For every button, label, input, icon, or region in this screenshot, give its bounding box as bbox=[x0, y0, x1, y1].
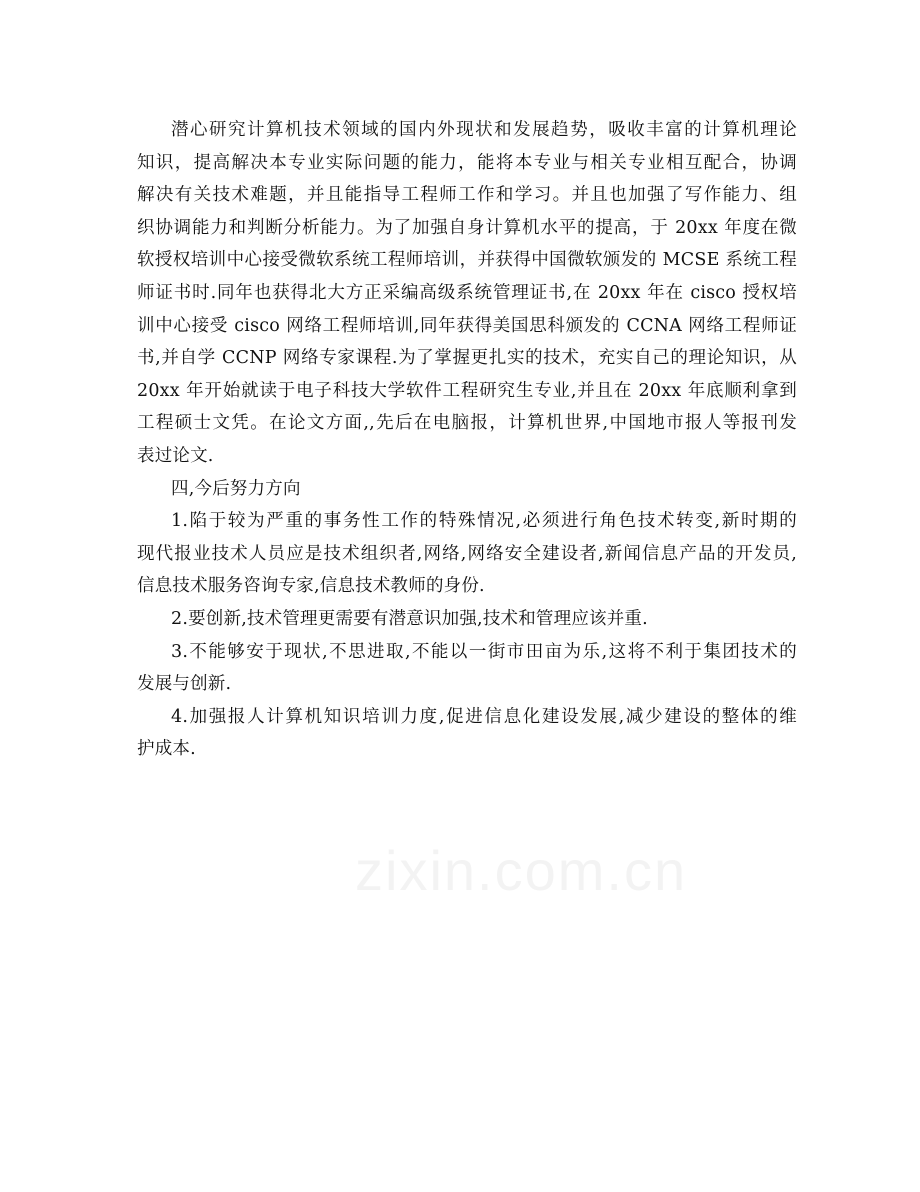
text-line: 潜心研究计算机技术领域的国内外现状和发展趋势，吸收丰富的计算机理论 bbox=[171, 120, 797, 140]
text-line: 书,并自学 CCNP 网络专家课程.为了掌握更扎实的技术，充实自己的理论知识，从 bbox=[137, 348, 797, 369]
text-line: 护成本. bbox=[137, 739, 196, 760]
text-line: 织协调能力和判断分析能力。为了加强自身计算机水平的提高，于 20xx 年度在微 bbox=[137, 217, 797, 238]
text-line: 软授权培训中心接受微软系统工程师培训，并获得中国微软颁发的 MCSE 系统工程 bbox=[137, 250, 797, 271]
list-item-2 bbox=[137, 603, 797, 636]
text-line: 现代报业技术人员应是技术组织者,网络,网络安全建设者,新闻信息产品的开发员, bbox=[137, 543, 797, 564]
text-line: 训中心接受 cisco 网络工程师培训,同年获得美国思科颁发的 CCNA 网络工程师证 bbox=[137, 315, 797, 336]
section-heading bbox=[137, 473, 797, 506]
text-line: 工程硕士文凭。在论文方面,,先后在电脑报，计算机世界,中国地市报人等报刊发 bbox=[137, 413, 797, 434]
text-line: 20xx 年开始就读于电子科技大学软件工程研究生专业,并且在 20xx 年底顺利拿到 bbox=[137, 380, 797, 401]
paragraph-research bbox=[137, 114, 797, 473]
text-line: 师证书时.同年也获得北大方正采编高级系统管理证书,在 20xx 年在 cisco 授权培 bbox=[137, 282, 797, 303]
list-item-1 bbox=[137, 505, 797, 603]
text-line: 4.加强报人计算机知识培训力度,促进信息化建设发展,减少建设的整体的维 bbox=[171, 706, 797, 727]
list-item-4 bbox=[137, 701, 797, 766]
text-line: 发展与创新. bbox=[137, 674, 232, 695]
document-body bbox=[137, 114, 797, 766]
watermark: zixin.com.cn bbox=[355, 839, 688, 902]
text-line: 知识，提高解决本专业实际问题的能力，能将本专业与相关专业相互配合，协调 bbox=[137, 152, 797, 173]
text-line: 2.要创新,技术管理更需要有潜意识加强,技术和管理应该并重. bbox=[171, 608, 648, 629]
heading-text: 四,今后努力方向 bbox=[171, 478, 301, 499]
text-line: 解决有关技术难题，并且能指导工程师工作和学习。并且也加强了写作能力、组 bbox=[137, 185, 797, 206]
text-line: 1.陷于较为严重的事务性工作的特殊情况,必须进行角色技术转变,新时期的 bbox=[171, 511, 797, 532]
text-line: 3.不能够安于现状,不思进取,不能以一街市田亩为乐,这将不利于集团技术的 bbox=[171, 641, 797, 662]
text-line: 信息技术服务咨询专家,信息技术教师的身份. bbox=[137, 576, 485, 597]
text-line: 表过论文. bbox=[137, 445, 214, 466]
list-item-3 bbox=[137, 636, 797, 701]
